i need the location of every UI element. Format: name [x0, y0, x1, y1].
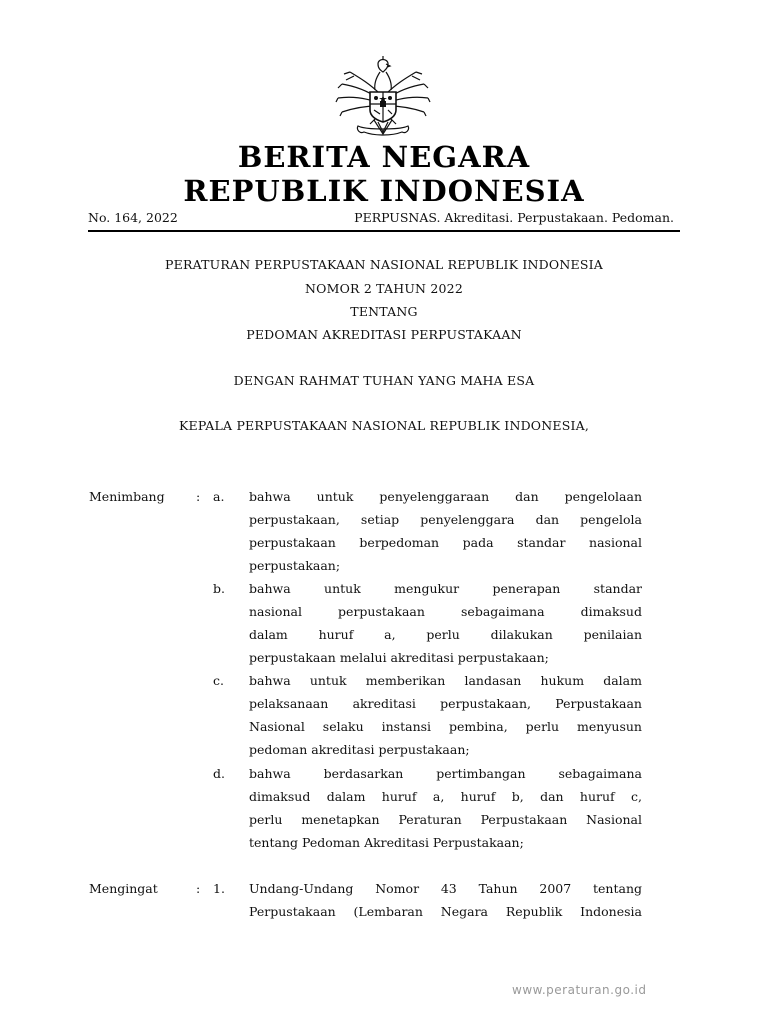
- menimbang-item-c: [249, 669, 642, 761]
- menimbang-item-d: [249, 762, 642, 854]
- paragraph-line: nasional perpustakaan sebagaimana dimaksud: [249, 604, 642, 619]
- paragraph-line: Undang-Undang Nomor 43 Tahun 2007 tentang: [249, 881, 642, 896]
- menimbang-marker-d: d.: [213, 766, 225, 781]
- paragraph-line: perpustakaan berpedoman pada standar nasional: [249, 535, 642, 550]
- paragraph-line: dimaksud dalam huruf a, huruf b, dan huruf c,: [249, 789, 642, 804]
- mengingat-label: Mengingat: [89, 881, 158, 896]
- paragraph-line: bahwa untuk mengukur penerapan standar: [249, 581, 642, 596]
- gazette-meta: [88, 208, 678, 228]
- paragraph-line: pelaksanaan akreditasi perpustakaan, Perpustakaan: [249, 696, 642, 711]
- garuda-emblem-icon: [330, 54, 436, 140]
- paragraph-line: tentang Pedoman Akreditasi Perpustakaan;: [249, 835, 524, 850]
- gazette-title-line2: REPUBLIK INDONESIA: [183, 174, 585, 208]
- menimbang-item-b: [249, 577, 642, 669]
- paragraph-line: bahwa berdasarkan pertimbangan sebagaimana: [249, 766, 642, 781]
- mengingat-item-1: [249, 877, 642, 923]
- regulation-number: NOMOR 2 TAHUN 2022: [305, 281, 463, 296]
- paragraph-line: bahwa untuk memberikan landasan hukum dalam: [249, 673, 642, 688]
- gazette-number: No. 164, 2022: [88, 210, 178, 225]
- gazette-topic: PERPUSNAS. Akreditasi. Perpustakaan. Pedoman.: [354, 210, 674, 225]
- invocation: DENGAN RAHMAT TUHAN YANG MAHA ESA: [233, 373, 535, 388]
- menimbang-label: Menimbang: [89, 489, 165, 504]
- paragraph-line: pedoman akreditasi perpustakaan;: [249, 742, 470, 757]
- paragraph-line: Perpustakaan (Lembaran Negara Republik Indonesia: [249, 904, 642, 919]
- paragraph-line: perlu menetapkan Peraturan Perpustakaan Nasional: [249, 812, 642, 827]
- issuing-authority: KEPALA PERPUSTAKAAN NASIONAL REPUBLIK INDONESIA,: [178, 418, 590, 433]
- mengingat-colon: :: [196, 881, 201, 896]
- regulation-tentang: TENTANG: [350, 304, 418, 319]
- gazette-title-line1: BERITA NEGARA: [237, 140, 531, 174]
- source-watermark: www.peraturan.go.id: [512, 983, 647, 997]
- menimbang-marker-c: c.: [213, 673, 224, 688]
- menimbang-colon: :: [196, 489, 201, 504]
- paragraph-line: Nasional selaku instansi pembina, perlu menyusun: [249, 719, 642, 734]
- menimbang-marker-b: b.: [213, 581, 225, 596]
- paragraph-line: perpustakaan, setiap penyelenggara dan pengelola: [249, 512, 642, 527]
- paragraph-line: perpustakaan;: [249, 558, 341, 573]
- paragraph-line: perpustakaan melalui akreditasi perpustakaan;: [249, 650, 549, 665]
- header-divider: [88, 230, 680, 232]
- regulation-subject: PEDOMAN AKREDITASI PERPUSTAKAAN: [246, 327, 522, 342]
- paragraph-line: bahwa untuk penyelenggaraan dan pengelolaan: [249, 489, 642, 504]
- menimbang-marker-a: a.: [213, 489, 225, 504]
- paragraph-line: dalam huruf a, perlu dilakukan penilaian: [249, 627, 642, 642]
- menimbang-item-a: [249, 485, 642, 577]
- regulation-title: PERATURAN PERPUSTAKAAN NASIONAL REPUBLIK INDONESIA: [165, 257, 603, 272]
- mengingat-marker-1: 1.: [213, 881, 225, 896]
